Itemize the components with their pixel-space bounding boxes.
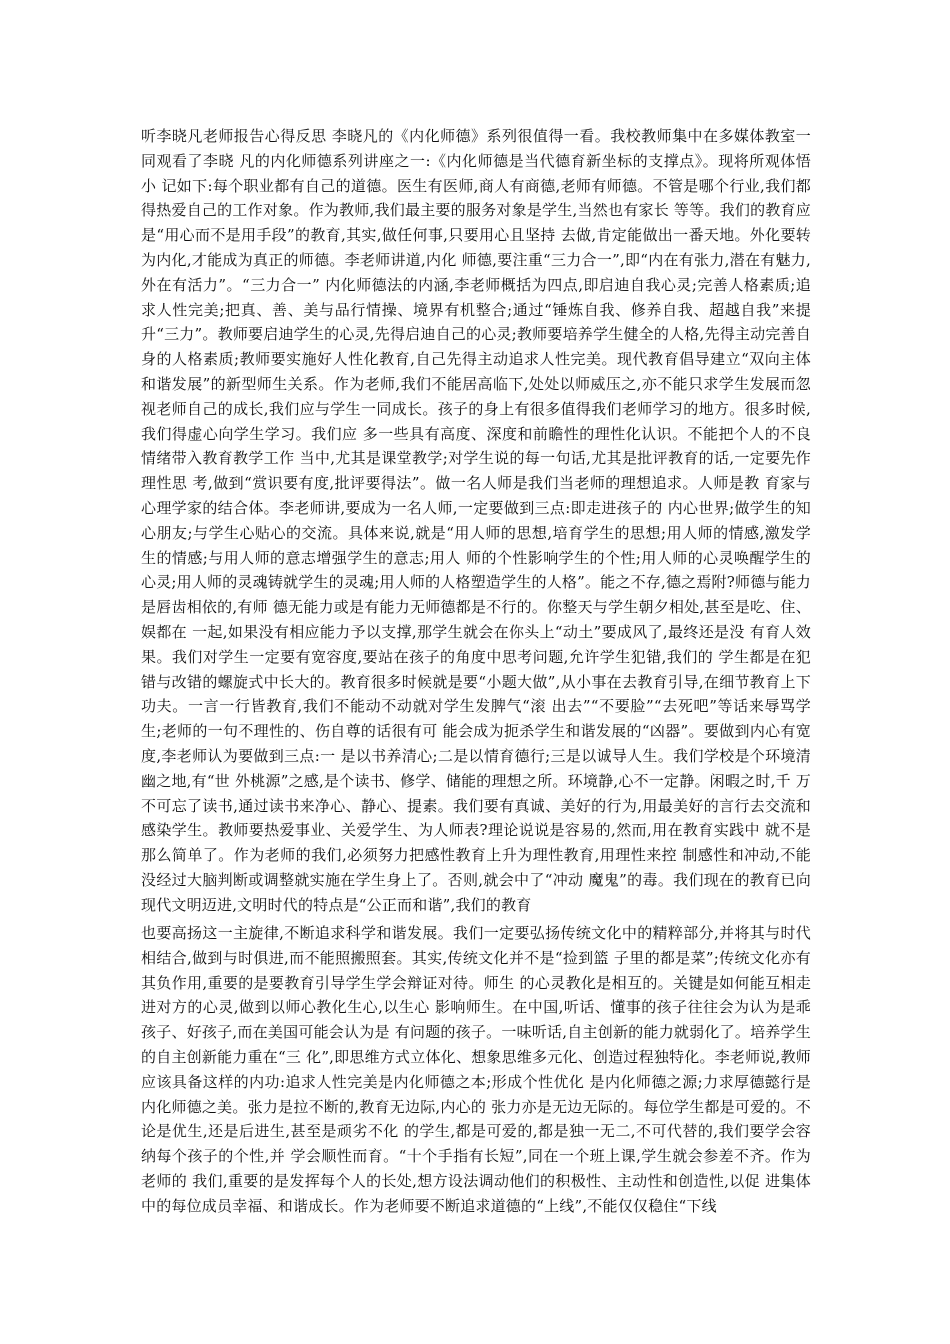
body-paragraph-2: 也要高扬这一主旋律,不断追求科学和谐发展。我们一定要弘扬传统文化中的精粹部分,并将其与时代相结合,做到与时俱进,而不能照搬照套。其实,传统文化并不是“捡到篮 子里的都是菜”;传统文化亦有其负作用,重要的是要教育引导学生学会辩证对待。师生 的心灵教化是相互的。关键是如何能互相走进对方的心灵,做到以师心教化生心,以生心 影响师生。在中国,听话、懂事的孩子往往会为认为是乖孩子、好孩子,而在美国可能会认为是 有问题的孩子。一味听话,自主创新的能力就弱化了。培养学生的自主创新能力重在“三 化”,即思维方式立体化、想象思维多元化、创造过程独特化。李老师说,教师应该具备这样的内功:追求人性完美是内化师德之本;形成个性优化 是内化师德之源;力求厚德懿行是内化师德之美。张力是拉不断的,教育无边际,内心的 张力亦是无边无际的。每位学生都是可爱的。不论是优生,还是后进生,甚至是顽劣不化 的学生,都是可爱的,都是独一无二,不可代替的,我们要学会容纳每个孩子的个性,并 学会顺性而育。“十个手指有长短”,同在一个班上课,学生就会参差不齐。作为老师的 我们,重要的是发挥每个人的长处,想方设法调动他们的积极性、主动性和创造性,以促 进集体中的每位成员幸福、和谐成长。作为老师要不断追求道德的“上线”,不能仅仅稳住“下线 [141,924,811,1215]
body-paragraph-1: 听李晓凡老师报告心得反思 李晓凡的《内化师德》系列很值得一看。我校教师集中在多媒体教室一同观看了李晓 凡的内化师德系列讲座之一:《内化师德是当代德育新坐标的支撑点》。现将所观体悟小 记如下:每个职业都有自己的道德。医生有医师,商人有商德,老师有师德。不管是哪个行业,我们都得热爱自己的工作对象。作为教师,我们最主要的服务对象是学生,当然也有家长 等等。我们的教育应是“用心而不是用手段”的教育,其实,做任何事,只要用心且坚持 去做,肯定能做出一番天地。外化要转为内化,才能成为真正的师德。李老师讲道,内化 师德,要注重“三力合一”,即“内在有张力,潜在有魅力,外在有活力”。“三力合一” 内化师德法的内涵,李老师概括为四点,即启迪自我心灵;完善人格素质;追求人性完美;把真、善、美与品行情操、境界有机整合;通过“锤炼自我、修养自我、超越自我”来提 升“三力”。教师要启迪学生的心灵,先得启迪自己的心灵;教师要培养学生健全的人格,先得主动完善自身的人格素质;教师要实施好人性化教育,自己先得主动追求人性完美。现代教育倡导建立“双向主体和谐发展”的新型师生关系。作为老师,我们不能居高临下,处处以师威压之,亦不能只求学生发展而忽视老师自己的成长,我们应与学生一同成长。孩子的身上有很多值得我们老师学习的地方。很多时候,我们得虚心向学生学习。我们应 多一些具有高度、深度和前瞻性的理性化认识。不能把个人的不良情绪带入教育教学工作 当中,尤其是课堂教学;对学生说的每一句话,尤其是批评教育的话,一定要先作理性思 考,做到“赏识要有度,批评要得法”。做一名人师是我们当老师的理想追求。人师是教 育家与心理学家的结合体。李老师讲,要成为一名人师,一定要做到三点:即走进孩子的 内心世界;做学生的知心朋友;与学生心贴心的交流。具体来说,就是“用人师的思想,培育学生的思想;用人师的情感,激发学生的情感;与用人师的意志增强学生的意志;用人 师的个性影响学生的个性;用人师的心灵唤醒学生的心灵;用人师的灵魂铸就学生的灵魂;用人师的人格塑造学生的人格”。能之不存,德之焉附?师德与能力是唇齿相依的,有师 德无能力或是有能力无师德都是不行的。你整天与学生朝夕相处,甚至是吃、住、娱都在 一起,如果没有相应能力予以支撑,那学生就会在你头上“动土”要成风了,最终还是没 有育人效果。我们对学生一定要有宽容度,要站在孩子的角度中思考问题,允许学生犯错,我们的 学生都是在犯错与改错的螺旋式中长大的。教育很多时候就是要“小题大做”,从小事在去教育引导,在细节教育上下功夫。一言一行皆教育,我们不能动不动就对学生发脾气“滚 出去”“不要脸”“去死吧”等话来辱骂学生;老师的一句不理性的、伤自尊的话很有可 能会成为扼杀学生和谐发展的“凶器”。要做到内心有宽度,李老师认为要做到三点:一 是以书养清心;二是以情育德行;三是以诚导人生。我们学校是个环境清幽之地,有“世 外桃源”之感,是个读书、修学、储能的理想之所。环境静,心不一定静。闲暇之时,千 万不可忘了读书,通过读书来净心、静心、提素。我们要有真诚、美好的行为,用最美好的言行去交流和感染学生。教师要热爱事业、关爱学生、为人师表?理论说说是容易的,然而,用在教育实践中 就不是那么简单了。作为老师的我们,必须努力把感性教育上升为理性教育,用理性来控 制感性和冲动,不能没经过大脑判断或调整就实施在学生身上了。否则,就会中了“冲动 魔鬼”的毒。我们现在的教育已向现代文明迈进,文明时代的特点是“公正而和谐”,我们的教育 [141,127,811,914]
